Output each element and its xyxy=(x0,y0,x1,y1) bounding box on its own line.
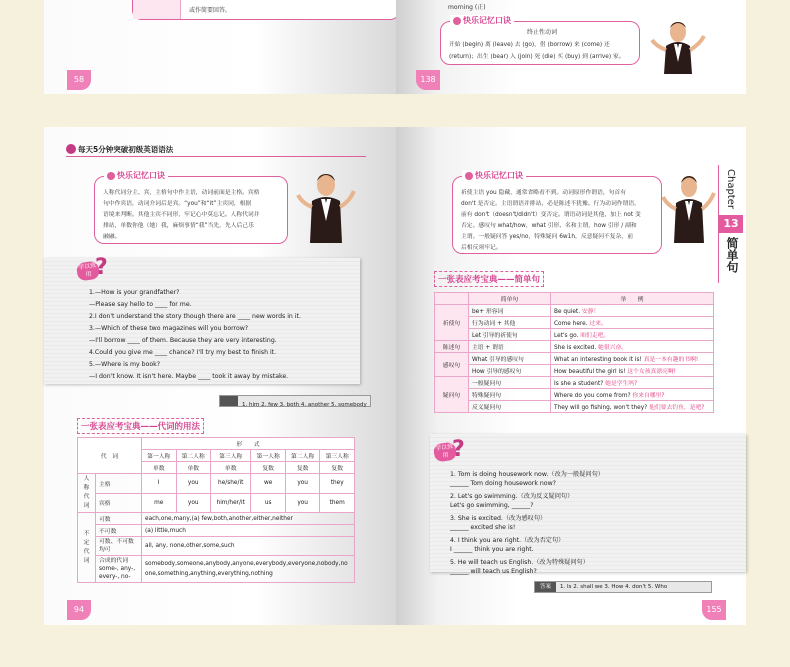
sentence-form: 一般疑问句 xyxy=(469,377,551,389)
chapter-number: 13 xyxy=(719,215,743,233)
example-cell xyxy=(551,353,714,365)
sentence-form: 反义疑问句 xyxy=(469,401,551,413)
exercise-line: ______ will teach us English? xyxy=(450,568,537,575)
example-cell xyxy=(551,341,714,353)
page-number: 155 xyxy=(702,600,726,620)
table-cell: you xyxy=(285,474,320,494)
exercise-line: —I don't know. It isn't here. Maybe ____ took it away by mistake. xyxy=(89,373,289,380)
exercise-line: —I'll borrow ____ of them. Because they are very interesting. xyxy=(89,337,277,344)
teacher-illustration xyxy=(296,161,356,243)
exercise-line: 3.—Which of these two magazines will you borrow? xyxy=(89,325,249,332)
tip-line: 主谓。一般疑问答 yes/no，特殊疑问 6w1h，反意疑问不复杂，前 xyxy=(461,234,633,240)
simple-sentence-table xyxy=(434,292,714,413)
smile-icon xyxy=(465,172,473,180)
tip-line: 祈使主语 you 隐藏，通常省略看不到。动词原形作谓语，句首有 xyxy=(461,190,627,196)
sentence-form: 行为动词 + 其他 xyxy=(469,317,551,329)
table-cell: us xyxy=(251,493,286,513)
table-cell: him/her/it xyxy=(211,493,251,513)
table-cell: we xyxy=(251,474,286,494)
section-title: 一张表应考宝典——简单句 xyxy=(434,271,544,287)
table-number: 复数 xyxy=(251,462,286,474)
table-cell: you xyxy=(176,493,211,513)
tip-line: 句中作宾语，动词介词后是宾。“you”和“it”主宾同，根据 xyxy=(103,201,252,207)
example-zh: 咱们走吧。 xyxy=(580,333,610,339)
case-label: 宾格 xyxy=(96,493,142,513)
sentence-form: How 引导的感叹句 xyxy=(469,365,551,377)
tip-line: 融融。 xyxy=(103,234,121,240)
group-label: 感叹句 xyxy=(435,353,469,377)
header-bullet-icon xyxy=(66,144,76,154)
exercise-line: ______ Tom doing housework now? xyxy=(450,480,556,487)
table-cell: you xyxy=(176,474,211,494)
indef-value: somebody,someone,anybody,anyone,everybody,everyone,nobody,no one,something,anything,everything,nothing xyxy=(142,556,355,583)
tip-line: 排站，单数你他（她）我，麻烦事情“我”当先，先人后己乐 xyxy=(103,223,254,229)
chapter-title: 简单句 xyxy=(725,237,739,273)
answer-tag: 答案 xyxy=(535,582,556,592)
example-cell xyxy=(551,377,714,389)
tip-line: (return)；出生 (bear) 入 (join) 死 (die) 买 (buy) 到 (arrive) 家。 xyxy=(449,54,625,60)
tip-line: 开始 (begin) 离 (leave) 去 (go)，借 (borrow) 来 (come) 还 xyxy=(449,42,610,48)
tip-title: 快乐记忆口诀 xyxy=(450,15,514,26)
answers: 1. him 2. few 3. both 4. another 5. somebody xyxy=(242,402,367,408)
table-number: 单数 xyxy=(142,462,177,474)
sentence-form: What 引导的感叹句 xyxy=(469,353,551,365)
left-page xyxy=(44,127,396,625)
page-number: 138 xyxy=(416,70,440,90)
teacher-illustration xyxy=(650,10,706,74)
exercise-line: —Please say hello to ____ for me. xyxy=(89,301,192,308)
table-person: 第二人称 xyxy=(176,450,211,462)
pronoun-table xyxy=(77,437,355,583)
tip-line: 否定。感叹句 what/how，what 引形、名和主谓，how 引形 / 副和 xyxy=(461,223,637,229)
example-zh: 这个女孩真漂亮啊! xyxy=(627,369,676,375)
indef-kind: 可数、不可数均可 xyxy=(96,537,142,556)
group-label: 陈述句 xyxy=(435,341,469,353)
exercise-badge: 学以致用 xyxy=(76,261,100,282)
example-zh: 她是学生吗? xyxy=(605,381,638,387)
indef-value: (a) little,much xyxy=(142,525,355,537)
exercise-line: ______ excited she is! xyxy=(450,524,516,531)
table-number: 单数 xyxy=(176,462,211,474)
example-cell xyxy=(551,329,714,341)
sentence-form: 主语 + 谓语 xyxy=(469,341,551,353)
exercise-line: 5.—Where is my book? xyxy=(89,361,161,368)
page-number: 94 xyxy=(67,600,91,620)
table-number: 复数 xyxy=(320,462,355,474)
sentence-form: Let 引导的祈使句 xyxy=(469,329,551,341)
example-en: Where do you come from? xyxy=(554,393,631,399)
tip-line: 后相反须牢记。 xyxy=(461,245,502,251)
top-right-page xyxy=(396,0,746,94)
question-mark-icon: ? xyxy=(452,437,465,462)
example-en: She is excited. xyxy=(554,345,597,351)
answer-bar xyxy=(219,395,371,407)
table-corner xyxy=(435,293,469,305)
example-cell xyxy=(551,365,714,377)
exercise-line: 2. Let's go swimming.（改为反义疑问句） xyxy=(450,493,574,500)
chapter-tab xyxy=(718,165,742,283)
example-cell xyxy=(551,389,714,401)
indef-value: each,one,many,(a) few,both,another,either,neither xyxy=(142,513,355,525)
table-head-simple: 简单句 xyxy=(469,293,551,305)
table-number: 复数 xyxy=(285,462,320,474)
header-rule xyxy=(66,156,366,157)
exercise-line: 2.I don't understand the story though there are ____ new words in it. xyxy=(89,313,301,320)
table-cell: you xyxy=(285,493,320,513)
example-en: What an interesting book it is! xyxy=(554,357,642,363)
example-zh: 你来自哪里? xyxy=(632,393,665,399)
tip-line: don't 是否定。主语谓语并排站，必是陈述不犹豫。行为动词作谓语， xyxy=(461,201,640,207)
top-left-tip-line: 或作简要回答。 xyxy=(189,7,232,14)
tip-subtitle: 终止性动词 xyxy=(527,29,558,36)
example-cell xyxy=(551,305,714,317)
top-right-tip-box xyxy=(440,21,640,65)
table-number: 单数 xyxy=(211,462,251,474)
example-en: They will go fishing, won't they? xyxy=(554,405,648,411)
exercise-badge: 学以致用 xyxy=(433,442,457,463)
smile-icon xyxy=(453,17,461,25)
example-cell xyxy=(551,401,714,413)
top-left-page xyxy=(44,0,396,94)
group-label: 祈使句 xyxy=(435,305,469,341)
indefinite-pronoun-label: 不定代词 xyxy=(78,513,96,583)
tip-title: 快乐记忆口诀 xyxy=(104,170,168,181)
indef-kind: 可数 xyxy=(96,513,142,525)
example-zh: 过来。 xyxy=(589,321,607,327)
table-head-example: 举 例 xyxy=(551,293,714,305)
question-mark-icon: ? xyxy=(95,255,108,280)
pronoun-tip-box xyxy=(94,176,288,244)
example-en: Be quiet. xyxy=(554,309,581,315)
example-en: Let's go. xyxy=(554,333,579,339)
right-page xyxy=(396,127,746,625)
case-label: 主格 xyxy=(96,474,142,494)
exercise-line: 1.—How is your grandfather? xyxy=(89,289,180,296)
exercise-line: Let's go swimming, ______? xyxy=(450,502,534,509)
page-number: 58 xyxy=(67,70,91,90)
table-person: 第二人称 xyxy=(285,450,320,462)
example-zh: 她很兴奋。 xyxy=(598,345,628,351)
example-zh: 真是一本有趣的书啊! xyxy=(643,357,699,363)
header-title: 每天5分钟突破初级英语语法 xyxy=(78,145,174,154)
table-person: 第一人称 xyxy=(142,450,177,462)
exercise-line: 4. I think you are right.（改为否定句） xyxy=(450,537,565,544)
table-cell: them xyxy=(320,493,355,513)
indef-kind: 不可数 xyxy=(96,525,142,537)
answer-tag xyxy=(220,396,238,406)
exercise-line: 3. She is excited.（改为感叹句） xyxy=(450,515,547,522)
exercise-line: 4.Could you give me ____ chance? I'll try my best to finish it. xyxy=(89,349,277,356)
sentence-tip-box xyxy=(452,176,662,254)
exercise-line: 5. He will teach us English.（改为特殊疑问句） xyxy=(450,559,589,566)
personal-pronoun-label: 人称代词 xyxy=(78,474,96,513)
indef-value: all, any, none,other,some,such xyxy=(142,537,355,556)
top-left-tip-box xyxy=(132,0,400,20)
exercise-line: I ______ think you are right. xyxy=(450,546,534,553)
sentence-form: 特殊疑问句 xyxy=(469,389,551,401)
table-cell: they xyxy=(320,474,355,494)
table-cell: he/she/it xyxy=(211,474,251,494)
table-cell: me xyxy=(142,493,177,513)
table-head-label: 代 词 xyxy=(78,438,142,474)
chapter-label: Chapter xyxy=(725,169,736,209)
table-person: 第一人称 xyxy=(251,450,286,462)
section-title: 一张表应考宝典——代词的用法 xyxy=(77,418,204,434)
table-person: 第三人称 xyxy=(320,450,355,462)
answers: 1. Is 2. shall we 3. How 4. don't 5. Who xyxy=(560,584,668,590)
table-cell: I xyxy=(142,474,177,494)
example-en: How beautiful the girl is! xyxy=(554,369,626,375)
teacher-illustration xyxy=(662,165,716,243)
tip-line: 前有 don't（doesn't/didn't）变否定。谓语动词是其他，加上 not 变 xyxy=(461,212,641,218)
table-person: 第三人称 xyxy=(211,450,251,462)
table-form-label: 形 式 xyxy=(142,438,355,450)
example-en: Is she a student? xyxy=(554,381,604,387)
tip-line: 人称代词分主、宾，主格句中作主语，动词前面是主格。宾格 xyxy=(103,190,260,196)
tip-line: 语境来判断。其他主宾不同形，牢记心中莫忘记。人称代词并 xyxy=(103,212,260,218)
sentence-form: be+ 形容词 xyxy=(469,305,551,317)
answer-bar xyxy=(534,581,712,593)
example-zh: 他们要去钓鱼，是吧? xyxy=(649,405,705,411)
smile-icon xyxy=(107,172,115,180)
group-label: 疑问句 xyxy=(435,377,469,413)
morning-line: morning (正) xyxy=(448,4,486,11)
example-zh: 安静！ xyxy=(581,309,600,315)
example-cell xyxy=(551,317,714,329)
tip-title: 快乐记忆口诀 xyxy=(462,170,526,181)
example-en: Come here. xyxy=(554,321,588,327)
exercise-line: 1. Tom is doing housework now.（改为一般疑问句） xyxy=(450,471,604,478)
indef-kind: 合成的代词 some-, any-, every-, no- xyxy=(96,556,142,583)
